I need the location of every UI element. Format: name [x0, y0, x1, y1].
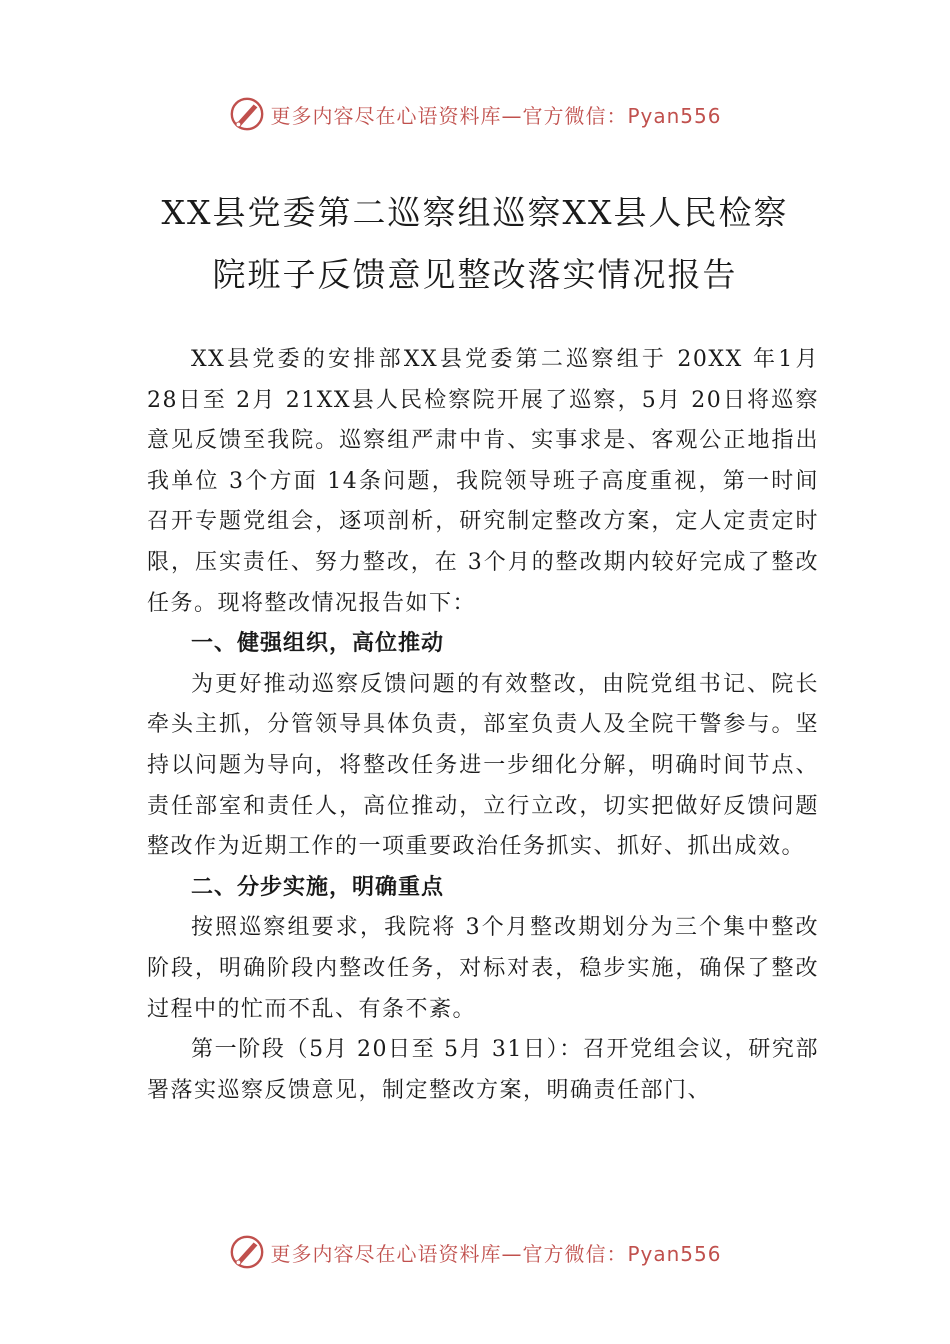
- section-heading-2: 二、分步实施，明确重点: [191, 874, 445, 900]
- stage-1-paragraph: 第一阶段（5月 20日至 5月 31日）：召开党组会议，研究部署落实巡察反馈意见，制定整改方案，明确责任部门、: [147, 1037, 819, 1103]
- pen-logo-icon: [228, 1233, 266, 1271]
- document-title: [100, 182, 850, 306]
- section-heading-1: 一、健强组织，高位推动: [191, 631, 445, 657]
- title-line-1: XX县党委第二巡察组巡察XX县人民检察: [161, 193, 789, 232]
- title-line-2: 院班子反馈意见整改落实情况报告: [212, 255, 738, 294]
- watermark-banner-top: [0, 94, 950, 134]
- section-2-paragraph: 按照巡察组要求，我院将 3个月整改期划分为三个集中整改阶段，明确阶段内整改任务，对标对表，稳步实施，确保了整改过程中的忙而不乱、有条不紊。: [147, 915, 819, 1022]
- intro-paragraph: XX县党委的安排部XX县党委第二巡察组于 20XX 年1月 28日至 2月 21XX县人民检察院开展了巡察，5月 20日将巡察意见反馈至我院。巡察组严肃中肯、实事求是、客观公正地指出我单位 3个方面 14条问题，我院领导班子高度重视，第一时间召开专题党组会，逐项剖析，研究制定整改方案，定人定责定时限，压实责任、努力整改，在 3个月的整改期内较好完成了整改任务。现将整改情况报告如下：: [147, 347, 819, 616]
- watermark-text: 更多内容尽在心语资料库—官方微信：Pyan556: [270, 103, 722, 128]
- watermark-text: 更多内容尽在心语资料库—官方微信：Pyan556: [270, 1241, 722, 1266]
- section-1-paragraph: 为更好推动巡察反馈问题的有效整改，由院党组书记、院长牵头主抓，分管领导具体负责，部室负责人及全院干警参与。坚持以问题为导向，将整改任务进一步细化分解，明确时间节点、责任部室和责任人，高位推动，立行立改，切实把做好反馈问题整改作为近期工作的一项重要政治任务抓实、抓好、抓出成效。: [147, 671, 819, 860]
- watermark-banner-bottom: [0, 1232, 950, 1272]
- pen-logo-icon: [228, 95, 266, 133]
- document-body: [147, 340, 819, 1111]
